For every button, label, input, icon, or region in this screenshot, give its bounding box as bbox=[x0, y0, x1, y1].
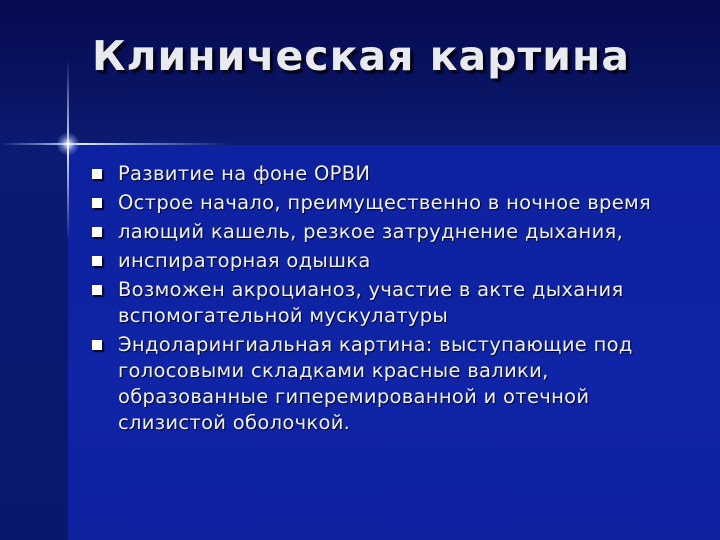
bullet-text: инспираторная одышка bbox=[118, 249, 371, 272]
bullet-text: Эндоларингиальная картина: выступающие под голосовыми складками красные валики, образованные гиперемированной и отечной слизистой оболочкой. bbox=[118, 333, 633, 434]
slide-title: Клиническая картина bbox=[92, 32, 631, 80]
bullet-text: Развитие на фоне ОРВИ bbox=[118, 162, 371, 185]
bullet-text: Возможен акроцианоз, участие в акте дыхания вспомогательной мускулатуры bbox=[118, 278, 624, 327]
square-bullet-icon bbox=[92, 340, 102, 350]
bullet-text: Острое начало, преимущественно в ночное время bbox=[118, 191, 652, 214]
bullet-list bbox=[90, 161, 680, 439]
left-band bbox=[0, 145, 68, 540]
bullet-item bbox=[90, 190, 680, 216]
square-bullet-icon bbox=[92, 227, 102, 237]
bullet-item bbox=[90, 161, 680, 187]
square-bullet-icon bbox=[92, 169, 102, 179]
bullet-text: лающий кашель, резкое затруднение дыхания, bbox=[118, 220, 624, 243]
bullet-item bbox=[90, 277, 680, 329]
bullet-item bbox=[90, 219, 680, 245]
square-bullet-icon bbox=[92, 285, 102, 295]
square-bullet-icon bbox=[92, 198, 102, 208]
bullet-item bbox=[90, 248, 680, 274]
bullet-item bbox=[90, 332, 680, 436]
lens-flare-glow-icon bbox=[56, 132, 80, 156]
lens-flare-icon bbox=[0, 143, 230, 145]
square-bullet-icon bbox=[92, 256, 102, 266]
